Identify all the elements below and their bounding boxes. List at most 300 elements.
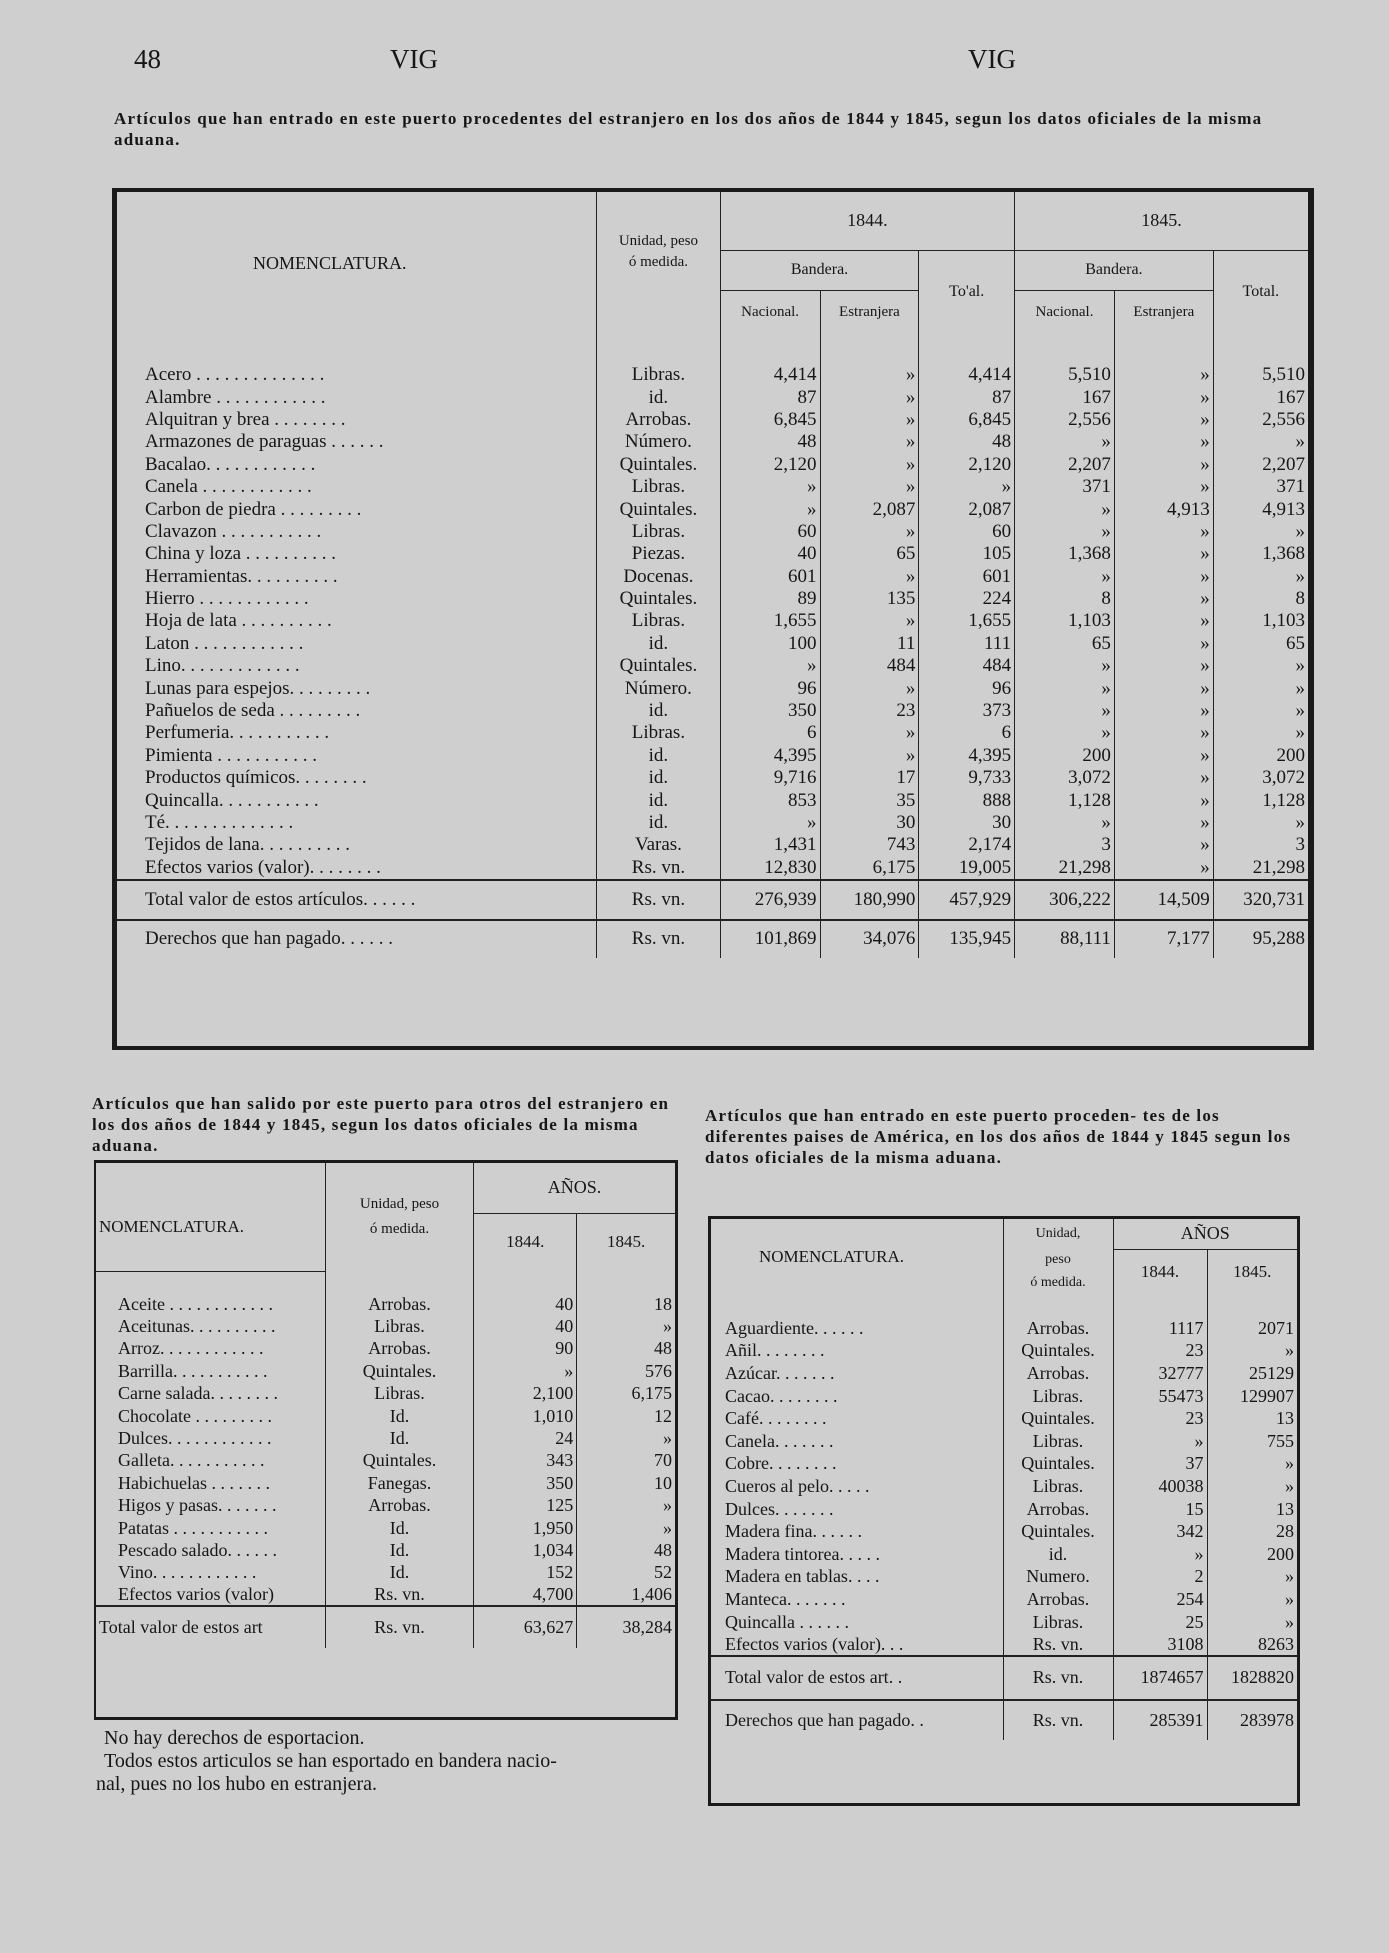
item-value: 2,207 <box>1213 454 1308 476</box>
item-value: 755 <box>1207 1430 1297 1453</box>
item-value: 101,869 <box>720 920 820 958</box>
total-row <box>96 1606 675 1648</box>
item-name: Derechos que han pagado. . <box>711 1700 1003 1740</box>
item-value: » <box>474 1360 577 1382</box>
item-name: Efectos varios (valor) <box>118 1584 274 1605</box>
table-row <box>117 812 1308 834</box>
header-left-word: VIG <box>390 44 438 74</box>
item-value: 60 <box>919 521 1015 543</box>
item-name: Efectos varios (valor). . . <box>725 1633 904 1654</box>
item-unit: Quintales. <box>325 1450 473 1472</box>
item-unit: Arrobas. <box>1003 1588 1113 1611</box>
item-unit: Id. <box>325 1562 473 1584</box>
t2-col-unit-line2: ó medida. <box>325 1213 473 1271</box>
item-value: 200 <box>1207 1543 1297 1566</box>
item-value: 88,111 <box>1015 920 1115 958</box>
item-value: 1,406 <box>577 1584 675 1606</box>
table-row <box>117 543 1308 565</box>
item-unit: Libras. <box>325 1383 473 1405</box>
item-value: 63,627 <box>474 1606 577 1648</box>
item-value: 96 <box>919 677 1015 699</box>
item-value: 90 <box>474 1338 577 1360</box>
t3-col-unit-line3: ó medida. <box>1003 1271 1113 1295</box>
table-row <box>117 364 1308 386</box>
t3-col-unit-line1: Unidad, <box>1003 1219 1113 1249</box>
item-value: 87 <box>919 386 1015 408</box>
item-unit: Arrobas. <box>325 1338 473 1360</box>
table-row <box>711 1407 1297 1430</box>
item-value: » <box>577 1495 675 1517</box>
item-name: Pimienta . . . . . . . . . . . <box>145 744 318 766</box>
item-value: 601 <box>919 566 1015 588</box>
item-unit: Libras. <box>325 1315 473 1337</box>
item-value: » <box>1015 655 1115 677</box>
item-value: 6,845 <box>919 409 1015 431</box>
item-value: » <box>1015 498 1115 520</box>
item-value: » <box>1114 431 1213 453</box>
item-unit: id. <box>597 767 721 789</box>
table-row <box>117 677 1308 699</box>
bandera-1844: Bandera. <box>720 250 919 290</box>
item-name: Café. . . . . . . . <box>725 1408 827 1429</box>
item-unit: Quintales. <box>325 1360 473 1382</box>
item-value: 254 <box>1113 1588 1207 1611</box>
item-value: 12 <box>577 1405 675 1427</box>
item-value: 200 <box>1213 745 1308 767</box>
item-value: 2,120 <box>919 454 1015 476</box>
item-name: Total valor de estos artículos. . . . . . <box>117 880 597 920</box>
item-unit: id. <box>597 700 721 722</box>
item-value: 40 <box>720 543 820 565</box>
item-unit: Docenas. <box>597 566 721 588</box>
item-name: Quincalla. . . . . . . . . . . <box>145 789 319 811</box>
t3-year-1844: 1844. <box>1113 1249 1207 1295</box>
item-value: 3 <box>1213 834 1308 856</box>
item-value: 167 <box>1213 386 1308 408</box>
table-row <box>96 1539 675 1561</box>
item-unit: Quintales. <box>1003 1453 1113 1476</box>
item-unit: Libras. <box>597 722 721 744</box>
item-value: 32777 <box>1113 1362 1207 1385</box>
table-row <box>96 1450 675 1472</box>
item-name: Total valor de estos art <box>96 1606 325 1648</box>
item-value: » <box>820 431 919 453</box>
item-value: 17 <box>820 767 919 789</box>
item-name: Bacalao. . . . . . . . . . . . <box>145 453 316 475</box>
item-value: 8 <box>1213 588 1308 610</box>
item-value: 343 <box>474 1450 577 1472</box>
spacer-cell <box>597 334 721 364</box>
item-value: » <box>1015 677 1115 699</box>
item-value: » <box>1114 789 1213 811</box>
item-value: » <box>1213 677 1308 699</box>
item-value: » <box>820 409 919 431</box>
estranjera-1845: Estranjera <box>1114 290 1213 334</box>
item-name: Añil. . . . . . . . <box>725 1340 825 1361</box>
nacional-1844: Nacional. <box>720 290 820 334</box>
item-unit: Libras. <box>1003 1611 1113 1634</box>
table-row <box>711 1385 1297 1408</box>
item-value: » <box>1113 1430 1207 1453</box>
t2-year-1844: 1844. <box>474 1213 577 1271</box>
table-row <box>117 588 1308 610</box>
item-value: 1117 <box>1113 1317 1207 1340</box>
table-row <box>96 1338 675 1360</box>
item-value: » <box>820 454 919 476</box>
item-value: » <box>1207 1453 1297 1476</box>
item-value: 4,913 <box>1213 498 1308 520</box>
t2-note-3: nal, pues no los hubo en estranjera. <box>96 1773 378 1795</box>
item-name: Barrilla. . . . . . . . . . . <box>118 1360 268 1381</box>
item-value: 2,100 <box>474 1383 577 1405</box>
item-value: 111 <box>919 633 1015 655</box>
item-value: » <box>1207 1611 1297 1634</box>
item-value: 24 <box>474 1427 577 1449</box>
item-value: 3,072 <box>1015 767 1115 789</box>
item-value: 23 <box>1113 1407 1207 1430</box>
item-name: Dulces. . . . . . . . . . . . <box>118 1428 272 1449</box>
item-value: 48 <box>720 431 820 453</box>
item-unit: Libras. <box>597 476 721 498</box>
item-name: Carne salada. . . . . . . . <box>118 1383 278 1404</box>
item-value: 5,510 <box>1213 364 1308 386</box>
item-name: Patatas . . . . . . . . . . . <box>118 1517 268 1538</box>
item-unit: Libras. <box>1003 1475 1113 1498</box>
item-value: 2,120 <box>720 454 820 476</box>
item-name: Hierro . . . . . . . . . . . . <box>145 588 309 610</box>
table-row <box>711 1340 1297 1363</box>
item-value: » <box>1114 476 1213 498</box>
spacer-cell <box>1015 334 1115 364</box>
duty-row <box>117 920 1308 958</box>
item-value: » <box>1213 431 1308 453</box>
item-value: 15 <box>1113 1498 1207 1521</box>
item-value: 65 <box>1213 633 1308 655</box>
spacer-cell <box>919 334 1015 364</box>
item-value: 10 <box>577 1472 675 1494</box>
item-value: » <box>919 476 1015 498</box>
t2-year-1845: 1845. <box>577 1213 675 1271</box>
item-value: 224 <box>919 588 1015 610</box>
item-name: Armazones de paraguas . . . . . . <box>145 431 384 453</box>
item-value: » <box>1113 1543 1207 1566</box>
item-value: 37 <box>1113 1453 1207 1476</box>
item-value: 25 <box>1113 1611 1207 1634</box>
item-unit: Quintales. <box>1003 1520 1113 1543</box>
item-unit: Libras. <box>597 521 721 543</box>
item-unit: Varas. <box>597 834 721 856</box>
item-value: » <box>1114 745 1213 767</box>
item-value: » <box>820 386 919 408</box>
table-row <box>96 1427 675 1449</box>
item-unit: Arrobas. <box>325 1293 473 1315</box>
table-row <box>117 655 1308 677</box>
item-value: 285391 <box>1113 1700 1207 1740</box>
item-name: Arroz. . . . . . . . . . . . <box>118 1338 264 1359</box>
item-name: Galleta. . . . . . . . . . . <box>118 1450 265 1471</box>
imports-america-table <box>708 1216 1300 1806</box>
item-value: 13 <box>1207 1498 1297 1521</box>
item-name: Acero . . . . . . . . . . . . . . <box>145 364 325 386</box>
item-name: Productos químicos. . . . . . . . <box>145 767 367 789</box>
item-name: Laton . . . . . . . . . . . . <box>145 632 304 654</box>
item-value: 25129 <box>1207 1362 1297 1385</box>
item-unit: Libras. <box>1003 1385 1113 1408</box>
item-unit: Número. <box>597 431 721 453</box>
table-row <box>117 409 1308 431</box>
item-value: 4,913 <box>1114 498 1213 520</box>
item-value: 9,716 <box>720 767 820 789</box>
item-unit: id. <box>597 386 721 408</box>
item-value: 320,731 <box>1213 880 1308 920</box>
item-value: 853 <box>720 789 820 811</box>
spacer-cell <box>474 1271 577 1293</box>
item-value: 1874657 <box>1113 1656 1207 1700</box>
table-row <box>711 1588 1297 1611</box>
item-value: 65 <box>820 543 919 565</box>
item-value: » <box>720 655 820 677</box>
total-col-1844: To'al. <box>919 250 1015 334</box>
table-row <box>711 1611 1297 1634</box>
table-row <box>711 1566 1297 1589</box>
spacer-cell <box>711 1295 1003 1317</box>
item-name: Madera en tablas. . . . <box>725 1566 880 1587</box>
item-name: Herramientas. . . . . . . . . . <box>145 565 338 587</box>
table-row <box>96 1293 675 1315</box>
total-row <box>711 1656 1297 1700</box>
table-row <box>96 1584 675 1606</box>
item-name: Cobre. . . . . . . . <box>725 1453 837 1474</box>
t3-year-1845: 1845. <box>1207 1249 1297 1295</box>
item-name: Efectos varios (valor). . . . . . . . <box>145 856 381 878</box>
t3-col-unit-line2: peso <box>1003 1249 1113 1271</box>
item-unit: Id. <box>325 1539 473 1561</box>
item-unit: id. <box>597 745 721 767</box>
item-value: » <box>1213 812 1308 834</box>
item-value: 2,207 <box>1015 454 1115 476</box>
item-value: 1828820 <box>1207 1656 1297 1700</box>
item-unit: Id. <box>325 1405 473 1427</box>
item-value: 55473 <box>1113 1385 1207 1408</box>
item-unit: Id. <box>325 1517 473 1539</box>
item-value: 3 <box>1015 834 1115 856</box>
table-row <box>117 745 1308 767</box>
spacer-cell <box>1213 334 1308 364</box>
item-value: 276,939 <box>720 880 820 920</box>
item-value: 1,368 <box>1213 543 1308 565</box>
item-unit: id. <box>597 812 721 834</box>
item-value: 95,288 <box>1213 920 1308 958</box>
item-value: » <box>1114 610 1213 632</box>
item-value: 48 <box>577 1338 675 1360</box>
spacer-cell <box>96 1271 325 1293</box>
item-value: 40 <box>474 1293 577 1315</box>
item-value: » <box>1015 700 1115 722</box>
item-name: Carbon de piedra . . . . . . . . . <box>145 498 362 520</box>
item-value: 135 <box>820 588 919 610</box>
item-value: 3,072 <box>1213 767 1308 789</box>
item-value: 350 <box>474 1472 577 1494</box>
item-unit: Arrobas. <box>1003 1498 1113 1521</box>
item-value: » <box>1114 633 1213 655</box>
item-value: 105 <box>919 543 1015 565</box>
item-value: 350 <box>720 700 820 722</box>
item-value: 5,510 <box>1015 364 1115 386</box>
item-value: » <box>1114 386 1213 408</box>
table-row <box>117 834 1308 856</box>
item-value: 48 <box>577 1539 675 1561</box>
item-value: 48 <box>919 431 1015 453</box>
item-value: 4,395 <box>919 745 1015 767</box>
item-name: Cueros al pelo. . . . . <box>725 1475 870 1496</box>
item-unit: Rs. vn. <box>1003 1700 1113 1740</box>
item-name: Aceite . . . . . . . . . . . . <box>118 1293 273 1314</box>
item-unit: Arrobas. <box>325 1495 473 1517</box>
item-value: 371 <box>1015 476 1115 498</box>
item-value: 1,950 <box>474 1517 577 1539</box>
item-value: » <box>720 498 820 520</box>
nacional-1845: Nacional. <box>1015 290 1115 334</box>
item-unit: Id. <box>325 1427 473 1449</box>
item-value: » <box>1213 700 1308 722</box>
item-value: 601 <box>720 566 820 588</box>
item-name: Tejidos de lana. . . . . . . . . . <box>145 834 350 856</box>
item-unit: Arrobas. <box>597 409 721 431</box>
item-value: 23 <box>1113 1340 1207 1363</box>
header-right-word: VIG <box>968 44 1016 74</box>
table-row <box>117 700 1308 722</box>
item-value: 576 <box>577 1360 675 1382</box>
item-value: 1,034 <box>474 1539 577 1561</box>
item-value: » <box>1015 521 1115 543</box>
col-unit-line2: ó medida. <box>597 250 721 334</box>
item-unit: Quintales. <box>597 454 721 476</box>
item-value: 12,830 <box>720 857 820 880</box>
item-value: » <box>1015 431 1115 453</box>
item-name: Madera tintorea. . . . . <box>725 1543 880 1564</box>
table-row <box>117 498 1308 520</box>
item-name: Azúcar. . . . . . . <box>725 1362 835 1383</box>
item-value: 4,395 <box>720 745 820 767</box>
item-unit: id. <box>597 789 721 811</box>
item-value: 1,655 <box>919 610 1015 632</box>
item-unit: Número. <box>597 677 721 699</box>
item-value: » <box>1114 521 1213 543</box>
spacer-row <box>711 1295 1297 1317</box>
item-value: 371 <box>1213 476 1308 498</box>
spacer-cell <box>1114 334 1213 364</box>
item-value: 9,733 <box>919 767 1015 789</box>
item-unit: Rs. vn. <box>597 857 721 880</box>
spacer-row <box>117 334 1308 364</box>
item-value: 13 <box>1207 1407 1297 1430</box>
item-value: 18 <box>577 1293 675 1315</box>
item-value: 30 <box>919 812 1015 834</box>
item-unit: Arrobas. <box>1003 1362 1113 1385</box>
item-value: 14,509 <box>1114 880 1213 920</box>
spacer-cell <box>1003 1295 1113 1317</box>
item-value: 283978 <box>1207 1700 1297 1740</box>
table-row <box>96 1472 675 1494</box>
item-unit: Rs. vn. <box>325 1584 473 1606</box>
item-value: 6 <box>919 722 1015 744</box>
table-row <box>117 521 1308 543</box>
item-unit: Quintales. <box>597 588 721 610</box>
item-name: Té. . . . . . . . . . . . . . <box>145 812 294 833</box>
item-value: 8 <box>1015 588 1115 610</box>
item-unit: Piezas. <box>597 543 721 565</box>
item-value: 2,556 <box>1015 409 1115 431</box>
item-unit: Rs. vn. <box>597 880 721 920</box>
item-value: » <box>720 476 820 498</box>
item-value: 40038 <box>1113 1475 1207 1498</box>
item-value: » <box>820 566 919 588</box>
item-value: 1,010 <box>474 1405 577 1427</box>
item-value: » <box>720 812 820 834</box>
table-row <box>96 1562 675 1584</box>
item-value: 28 <box>1207 1520 1297 1543</box>
item-value: » <box>1114 700 1213 722</box>
item-unit: Libras. <box>597 610 721 632</box>
item-value: » <box>1015 812 1115 834</box>
item-value: 2 <box>1113 1566 1207 1589</box>
item-name: Madera fina. . . . . . <box>725 1521 862 1542</box>
table-row <box>96 1383 675 1405</box>
item-value: » <box>820 476 919 498</box>
item-unit: Quintales. <box>597 498 721 520</box>
exports-foreign-table <box>94 1160 678 1720</box>
t3-years-label: AÑOS <box>1113 1219 1297 1249</box>
table2-title: Artículos que han salido por este puerto para otros del estranjero en los dos años de 1844 y 1845, segun los datos oficiales de la misma aduana. <box>92 1094 670 1155</box>
table-row <box>117 566 1308 588</box>
item-value: 152 <box>474 1562 577 1584</box>
t2-note-2: Todos estos articulos se han esportado en bandera nacio- <box>104 1750 557 1772</box>
item-value: 40 <box>474 1315 577 1337</box>
page-number: 48 <box>134 44 161 74</box>
item-value: » <box>1207 1340 1297 1363</box>
item-value: » <box>820 521 919 543</box>
item-value: 11 <box>820 633 919 655</box>
item-value: 457,929 <box>919 880 1015 920</box>
item-value: » <box>1114 767 1213 789</box>
item-value: 4,700 <box>474 1584 577 1606</box>
item-value: 3108 <box>1113 1633 1207 1656</box>
item-value: 373 <box>919 700 1015 722</box>
item-value: 4,414 <box>720 364 820 386</box>
item-value: 2071 <box>1207 1317 1297 1340</box>
table-row <box>117 722 1308 744</box>
item-value: » <box>820 745 919 767</box>
item-unit: Quintales. <box>597 655 721 677</box>
item-value: » <box>1015 566 1115 588</box>
table-row <box>711 1543 1297 1566</box>
item-value: 96 <box>720 677 820 699</box>
item-value: » <box>577 1517 675 1539</box>
item-value: » <box>1213 655 1308 677</box>
item-value: 2,556 <box>1213 409 1308 431</box>
item-value: 888 <box>919 789 1015 811</box>
item-unit: Rs. vn. <box>1003 1633 1113 1656</box>
year-1845: 1845. <box>1015 192 1308 250</box>
spacer-cell <box>117 334 597 364</box>
table-row <box>96 1405 675 1427</box>
item-value: 7,177 <box>1114 920 1213 958</box>
item-name: Cacao. . . . . . . . <box>725 1385 838 1406</box>
item-value: 100 <box>720 633 820 655</box>
item-value: 125 <box>474 1495 577 1517</box>
item-name: Vino. . . . . . . . . . . . <box>118 1562 257 1583</box>
item-value: 306,222 <box>1015 880 1115 920</box>
